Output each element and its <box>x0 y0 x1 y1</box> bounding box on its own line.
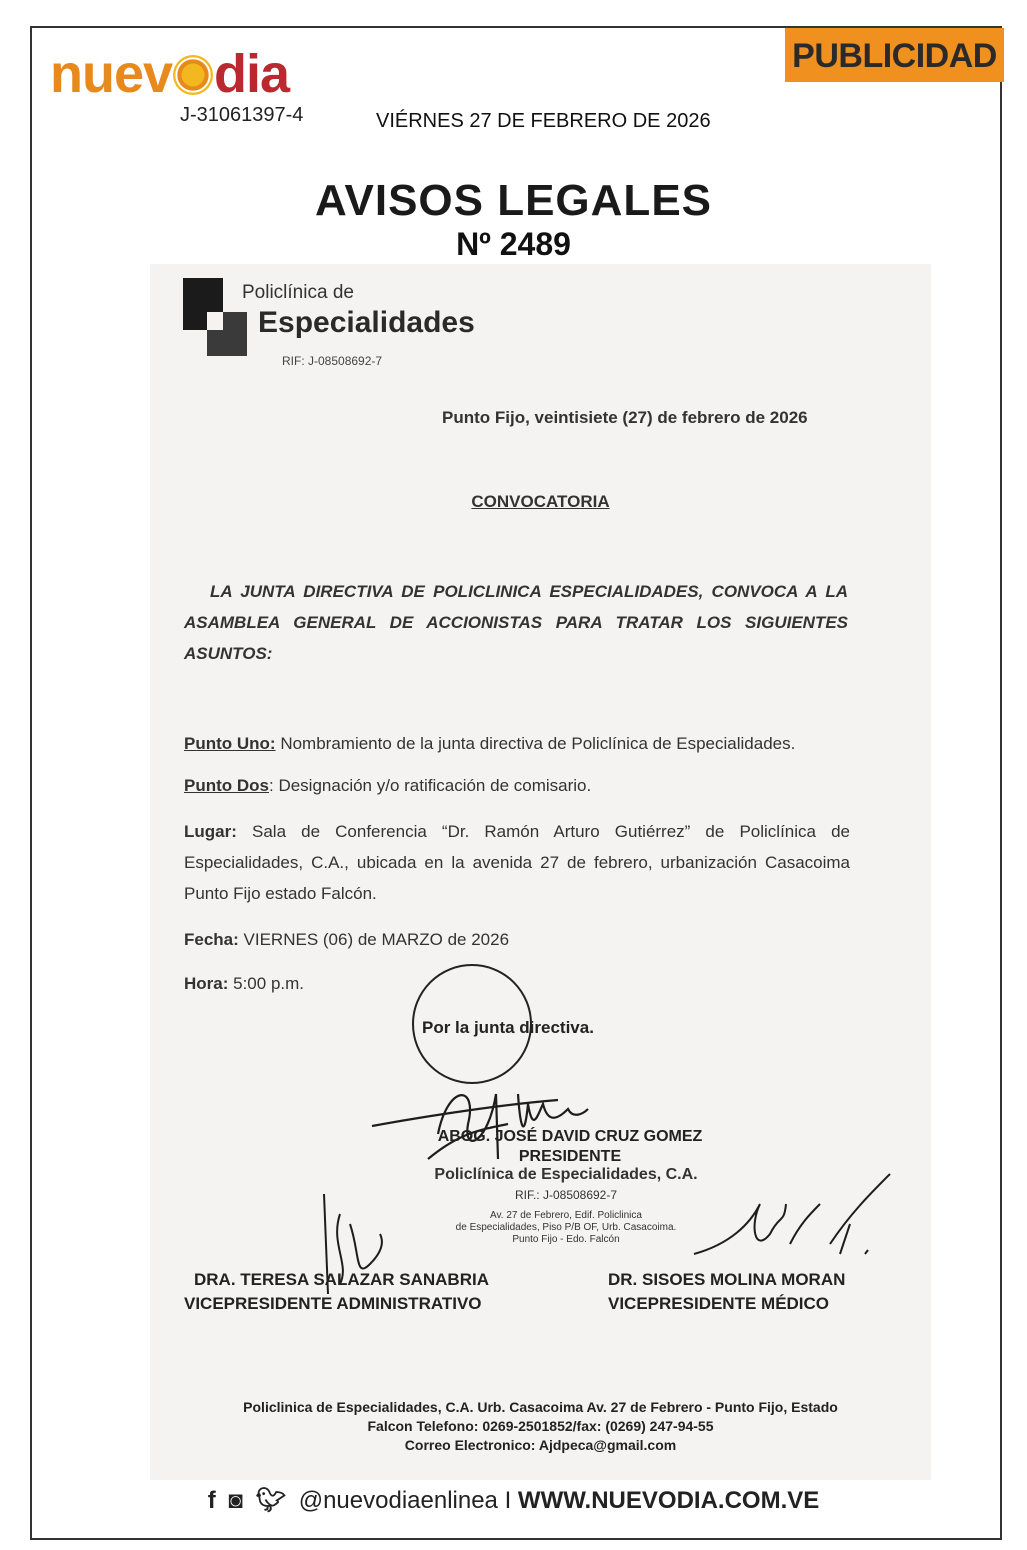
document-footer <box>150 1398 931 1455</box>
stamp-address-1: Av. 27 de Febrero, Edif. Policlinica <box>490 1210 642 1221</box>
vp-admin-name: DRA. TERESA SALAZAR SANABRIA <box>194 1270 489 1289</box>
vp-admin-title: VICEPRESIDENTE ADMINISTRATIVO <box>184 1294 482 1313</box>
social-handle: @nuevodiaenlinea <box>298 1487 498 1514</box>
por-junta-directiva: Por la junta directiva. <box>422 1018 594 1037</box>
fecha: Fecha: VIERNES (06) de MARZO de 2026 <box>184 930 510 949</box>
legal-notice-document <box>150 264 931 1480</box>
intro-paragraph: LA JUNTA DIRECTIVA DE POLICLINICA ESPECIALIDADES, CONVOCA A LA ASAMBLEA GENERAL DE ACCIONISTAS PARA TRATAR LOS SIGUIENTES ASUNTOS: <box>184 582 848 663</box>
vp-medico-signature <box>690 1164 890 1274</box>
sun-icon <box>173 55 213 95</box>
publicidad-badge: PUBLICIDAD <box>785 28 1004 82</box>
social-bar <box>0 1486 1027 1515</box>
org-rif: RIF: J-08508692-7 <box>282 354 383 368</box>
stamp-rif: RIF.: J-08508692-7 <box>514 1188 618 1202</box>
punto-uno: Punto Uno: Nombramiento de la junta directiva de Policlínica de Especialidades. <box>184 734 796 753</box>
issue-number: Nº 2489 <box>456 226 571 262</box>
punto-dos: Punto Dos: Designación y/o ratificación de comisario. <box>184 776 592 795</box>
footer-email: Correo Electronico: Ajdpeca@gmail.com <box>404 1437 677 1453</box>
president-title: PRESIDENTE <box>518 1148 622 1165</box>
nuevodia-logo: nuev dia <box>50 44 290 104</box>
hora: Hora: 5:00 p.m. <box>184 974 305 993</box>
twitter-icon: 🐦︎ <box>255 1487 287 1514</box>
footer-phone: Falcon Telefono: 0269-2501852/fax: (0269) 247-94-55 <box>367 1418 714 1434</box>
convocatoria-heading: CONVOCATORIA <box>471 492 610 511</box>
instagram-icon: ◙ <box>228 1487 243 1514</box>
section-title: AVISOS LEGALES <box>314 176 713 225</box>
stamp-address-3: Punto Fijo - Edo. Falcón <box>512 1234 620 1245</box>
vp-medico-name: DR. SISOES MOLINA MORAN <box>608 1270 846 1289</box>
newspaper-rif: J-31061397-4 <box>180 104 304 126</box>
issue-date: VIÉRNES 27 DE FEBRERO DE 2026 <box>376 110 711 132</box>
vp-medico-title: VICEPRESIDENTE MÉDICO <box>608 1294 830 1313</box>
website-url: WWW.NUEVODIA.COM.VE <box>517 1487 820 1514</box>
stamp-address-2: de Especialidades, Piso P/B OF, Urb. Casacoima. <box>455 1222 677 1233</box>
president-name: ABOG. JOSÉ DAVID CRUZ GOMEZ <box>437 1128 703 1145</box>
footer-address: Policlinica de Especialidades, C.A. Urb. Casacoima Av. 27 de Febrero - Punto Fijo, Estado <box>243 1399 838 1415</box>
org-logo-big: Especialidades <box>258 306 475 339</box>
lugar: Lugar: Sala de Conferencia “Dr. Ramón Arturo Gutiérrez” de Policlínica de Especialidades, C.A., ubicada en la avenida 27 de febrero, urbanización Casacoima Punto Fijo estado Falcón. <box>184 822 850 903</box>
org-logo-small: Policlínica de <box>242 282 354 303</box>
stamp-org-name: Policlínica de Especialidades, C.A. <box>434 1166 698 1183</box>
place-date: Punto Fijo, veintisiete (27) de febrero de 2026 <box>442 408 808 427</box>
policlinica-logo-icon <box>183 278 247 354</box>
separator: I <box>504 1487 512 1514</box>
facebook-icon: f <box>207 1487 216 1514</box>
